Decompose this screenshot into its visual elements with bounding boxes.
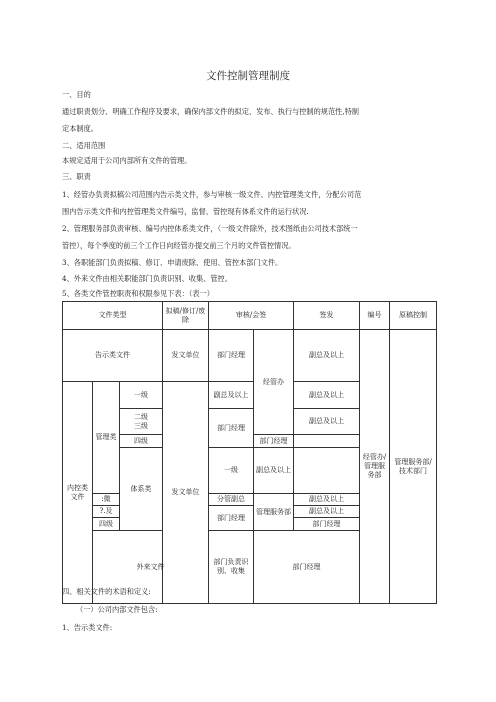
cell-mgmt-group: 管理类 xyxy=(93,382,120,494)
section-heading-scope: 二、适用范围 xyxy=(62,141,106,150)
purpose-body-line: 定本制度。 xyxy=(62,124,98,133)
section-heading-duties: 三、职责 xyxy=(62,172,91,181)
cell-sign-s3: 副总及以上 xyxy=(294,506,360,518)
section-heading-terms: 四、相关文件的术语和定义: xyxy=(62,587,151,596)
cell-notice-type: 告示类文件 xyxy=(63,330,163,382)
cell-sign-s2: 副总及以上 xyxy=(294,494,360,506)
cell-empty xyxy=(294,448,360,494)
cell-system-group: 体系类 xyxy=(120,448,163,531)
cell-external-type: 外来文件 xyxy=(93,531,209,604)
cell-internal-type: 内控类文件 xyxy=(63,382,93,604)
cell-system-level-1: 一级 xyxy=(209,448,254,494)
cell-system-level-4: 四级 xyxy=(93,518,120,531)
cell-system-level-2: :微 xyxy=(93,494,120,506)
header-number: 编号 xyxy=(360,302,390,330)
cell-external-review: 部门经理 xyxy=(254,531,360,604)
cell-mgmt-level-4: 四级 xyxy=(120,435,163,448)
cell-sign-m1: 副总及以上 xyxy=(294,382,360,409)
cell-original-internal: 管理服务部/技术部门 xyxy=(390,330,437,604)
header-file-type: 文件类型 xyxy=(63,302,163,330)
scope-body: 本规定适用于公司内部所有文件的管理。 xyxy=(62,156,192,165)
cell-external-draft: 部门负责识别、收集 xyxy=(209,531,254,604)
duty-item-2: 2、管理服务部负责审核、编号内控体系类文件，（一级文件除外，技术图纸由公司技术部统一 xyxy=(62,224,358,233)
cell-sign-s4: 部门经理 xyxy=(294,518,360,531)
cell-mgmt-level-1: 一级 xyxy=(120,382,163,409)
cell-review-dept-mgr-3: 部门经理 xyxy=(209,506,254,531)
duty-item-4: 4、外来文件由相关职能部门负责识别、收集、管控。 xyxy=(62,274,232,283)
header-sign: 签发 xyxy=(294,302,360,330)
cell-notice-sign: 副总及以上 xyxy=(294,330,360,382)
responsibility-table xyxy=(62,301,437,604)
cell-review-vp-in-charge: 分管副总 xyxy=(209,494,254,506)
duty-item-2-cont: 管控），每个季度的前三个工作日向经管办提交前三个月的文件管控情况。 xyxy=(62,241,296,250)
header-review: 审核/会签 xyxy=(209,302,294,330)
cell-review-mgmt-service: 管理服务部 xyxy=(254,494,294,531)
section-heading-purpose: 一、目的 xyxy=(62,90,91,99)
duty-item-1: 1、经管办负责拟稿公司范围内告示类文件，参与审核一级文件、内控管理类文件，分配公司范 xyxy=(62,190,362,199)
cell-notice-draft: 发文单位 xyxy=(163,330,209,382)
cell-mgmt-level-2-3: 二级 三级 xyxy=(120,409,163,435)
duty-item-1-cont: 围内告示类文件和内控管理类文件编号，监督、管控现有体系文件的运行状况. xyxy=(62,207,309,216)
purpose-body-line: 通过职责划分、明确工作程序及要求，确保内部文件的拟定、发布、执行与控制的规范性,特制 xyxy=(62,107,359,116)
cell-number-internal: 经管办/管理服务部 xyxy=(360,330,390,604)
duty-item-5: 5、各类文件管控职责和权限参见下表：（表一） xyxy=(62,289,214,298)
duty-item-3: 3、各职能部门负责拟稿、修订、申请废除、使用、管控本部门文件。 xyxy=(62,258,283,267)
cell-sign-m4: 部门经理 xyxy=(254,435,294,448)
cell-jingguanban: 经管办 xyxy=(254,330,294,435)
terms-sub-heading: （一）公司内部文件包含: xyxy=(76,605,158,614)
cell-review-dept-mgr: 部门经理 xyxy=(209,409,254,448)
cell-review-vp-2: 副总及以上 xyxy=(254,448,294,494)
cell-notice-review: 部门经理 xyxy=(209,330,254,382)
header-draft: 拟稿/修订/废除 xyxy=(163,302,209,330)
header-original: 原稿控制 xyxy=(390,302,437,330)
cell-sign-m23: 副总及以上 xyxy=(294,409,360,435)
cell-review-vp: 副总及以上 xyxy=(209,382,254,409)
document-title: 文件控制管理制度 xyxy=(206,70,290,82)
terms-item-1: 1、告示类文件: xyxy=(62,623,113,632)
cell-draft-unit: 发文单位 xyxy=(163,382,209,604)
cell-system-level-3: ?.及 xyxy=(93,506,120,518)
